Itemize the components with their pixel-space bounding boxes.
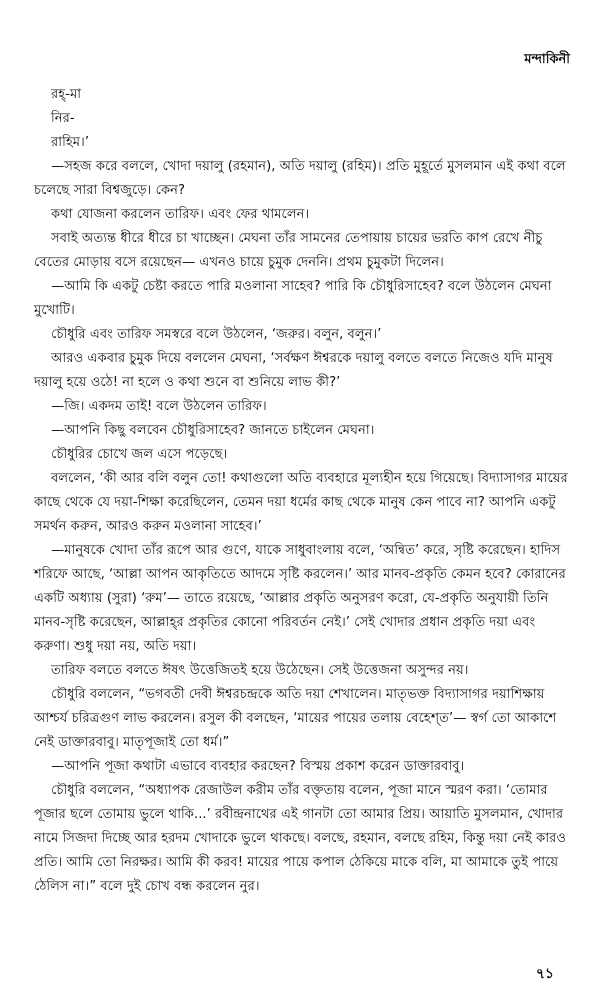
paragraph: —সহজ করে বললে, খোদা দয়ালু (রহমান), অতি দয়ালু (রহিম)। প্রতি মুহূর্তে মুসলমান এই কথা বলে চলেছে সারা বিশ্বজুড়ে। কেন? xyxy=(34,159,566,198)
paragraph: —জি। একদম তাই! বলে উঠলেন তারিফ। xyxy=(51,399,267,414)
page-number: ৭১ xyxy=(535,966,554,982)
paragraph: বললেন, ‘কী আর বলি বলুন তো! কথাগুলো অতি ব্যবহারে মূল্যহীন হয়ে গিয়েছে। বিদ্যাসাগর মায়ের কাছে থেকে যে দয়া-শিক্ষা করেছিলেন, তেমন দয়া ধর্মের কাছ থেকে মানুষ কেন পাবে না? আপনি একটু সমর্থন করুন, আরও করুন মওলানা সাহেব।’ xyxy=(34,471,568,534)
paragraph: —আমি কি একটু চেষ্টা করতে পারি মওলানা সাহেব? পারি কি চৌধুরিসাহেব? বলে উঠলেন মেঘনা মুখোটি। xyxy=(34,279,552,318)
paragraph: কথা যোজনা করলেন তারিফ। এবং ফের থামলেন। xyxy=(51,207,310,222)
paragraph: চৌধুরি বললেন, “ভগবতী দেবী ঈশ্বরচন্দ্রকে অতি দয়া শেখালেন। মাতৃভক্ত বিদ্যাসাগর দয়াশিক্ষায় আশ্চর্য চরিত্রগুণ লাভ করলেন। রসুল কী বলছেন, ‘মায়ের পায়ের তলায় বেহেশ্‌ত’— স্বর্গ তো আকাশে নেই ডাক্তারবাবু। মাতৃপূজাই তো ধর্ম।” xyxy=(34,687,557,750)
paragraph: চৌধুরির চোখে জল এসে পড়েছে। xyxy=(51,447,228,462)
running-head: মন্দাকিনী xyxy=(524,52,570,67)
paragraph: —আপনি কিছু বলবেন চৌধুরিসাহেব? জানতে চাইলেন মেঘনা। xyxy=(51,423,375,438)
paragraph: আরও একবার চুমুক দিয়ে বললেন মেঘনা, ‘সর্বক্ষণ ঈশ্বরকে দয়ালু বলতে বলতে নিজেও যদি মানুষ দয়ালু হয়ে ওঠে! না হলে ও কথা শুনে বা শুনিয়ে লাভ কী?’ xyxy=(34,351,553,390)
paragraph: তারিফ বলতে বলতে ঈষৎ উত্তেজিতই হয়ে উঠেছেন। সেই উত্তেজনা অসুন্দর নয়। xyxy=(51,663,469,678)
paragraph: চৌধুরি এবং তারিফ সমস্বরে বলে উঠলেন, ‘জরুর। বলুন, বলুন।’ xyxy=(51,327,382,342)
poem-fragment xyxy=(34,83,574,155)
page-body xyxy=(34,83,574,899)
poem-line: নির- xyxy=(51,111,75,126)
paragraph: চৌধুরি বললেন, “অধ্যাপক রেজাউল করীম তাঁর বক্তৃতায় বলেন, পূজা মানে স্মরণ করা। ‘তোমার পূজার ছলে তোমায় ভুলে থাকি...’ রবীন্দ্রনাথের এই গানটা তো আমার প্রিয়। আয়াতি মুসলমান, খোদার নামে সিজদা দিচ্ছে আর হরদম খোদাকে ভুলে থাকছে। বলছে, রহমান, বলছে রহিম, কিন্তু দয়া নেই কারও প্রতি। আমি তো নিরক্ষর। আমি কী করব! মায়ের পায়ে কপাল ঠেকিয়ে মাকে বলি, মা আমাকে তুই পায়ে ঠেলিস না।” বলে দুই চোখ বন্ধ করলেন নুর। xyxy=(34,783,567,894)
poem-line: রহ্‌-মা xyxy=(51,87,82,102)
paragraph: —মানুষকে খোদা তাঁর রূপে আর গুণে, যাকে সাধুবাংলায় বলে, ‘অন্বিত’ করে, সৃষ্টি করেছেন। হাদিস শরিফে আছে, ‘আল্লা আপন আকৃতিতে আদমে সৃষ্টি করলেন।’ আর মানব-প্রকৃতি কেমন হবে? কোরানের একটি অধ্যায় (সুরা) ‘রুম’— তাতে রয়েছে, ‘আল্লার প্রকৃতি অনুসরণ করো, যে-প্রকৃতি অনুযায়ী তিনি মানব-সৃষ্টি করেছেন, আল্লাহ্‌র প্রকৃতির কোনো পরিবর্তন নেই।’ সেই খোদার প্রধান প্রকৃতি দয়া এবং করুণা। শুধু দয়া নয়, অতি দয়া। xyxy=(34,543,566,654)
paragraph: —আপনি পূজা কথাটা এভাবে ব্যবহার করছেন? বিস্ময় প্রকাশ করেন ডাক্তারবাবু। xyxy=(51,759,465,774)
paragraph: সবাই অত্যন্ত ধীরে ধীরে চা খাচ্ছেন। মেঘনা তাঁর সামনের তেপায়ায় চায়ের ভরতি কাপ রেখে নীচু বেতের মোড়ায় বসে রয়েছেন— এখনও চায়ে চুমুক দেননি। প্রথম চুমুকটা দিলেন। xyxy=(34,231,543,270)
poem-line: রাহিম।’ xyxy=(51,135,90,150)
